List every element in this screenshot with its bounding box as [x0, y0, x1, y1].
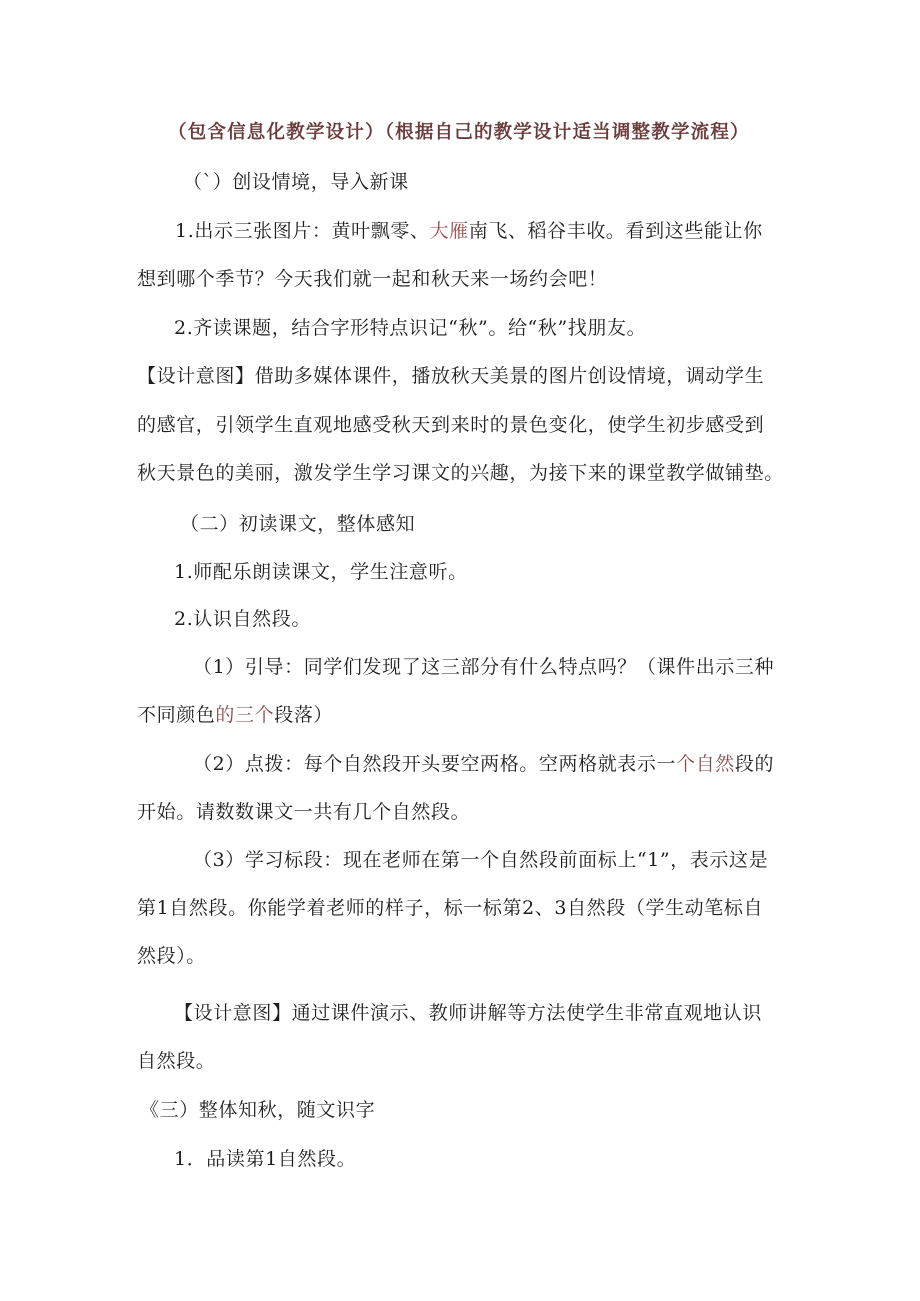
section1-item2: 2.齐读课题，结合字形特点识记“秋”。给“秋”找朋友。 — [174, 317, 647, 339]
section2-item2: 2.认识自然段。 — [174, 608, 311, 630]
highlighted-text: 的三个 — [215, 704, 275, 726]
section1-item1-line2: 想到哪个季节？今天我们就一起和秋天来一场约会吧！ — [137, 268, 608, 290]
text-segment: 段落） — [274, 704, 334, 726]
section2-intent-line1: 【设计意图】通过课件演示、教师讲解等方法使学生非常直观地认识 — [174, 1002, 763, 1024]
text-segment: 南飞、稻谷丰收。看到这些能让你 — [468, 220, 763, 242]
highlighted-text: 大雁 — [429, 220, 469, 242]
section2-sub3-line1: （3）学习标段：现在老师在第一个自然段前面标上“1”，表示这是 — [193, 849, 769, 871]
text-segment: 1.出示三张图片：黄叶飘零、 — [175, 220, 430, 242]
section1-intent-line3: 秋天景色的美丽，激发学生学习课文的兴趣，为接下来的课堂教学做铺垫。 — [137, 462, 784, 484]
section2-intent-line2: 自然段。 — [137, 1050, 216, 1072]
section3-item1: 1．品读第1自然段。 — [174, 1148, 357, 1170]
highlighted-text: 个自然 — [676, 753, 735, 775]
section3-heading: 《三）整体知秋，随文识字 — [140, 1099, 376, 1121]
section1-intent-line2: 的感官，引领学生直观地感受秋天到来时的景色变化，使学生初步感受到 — [137, 414, 765, 436]
section2-sub1-line2 — [137, 703, 333, 727]
text-segment: 不同颜色 — [137, 704, 216, 726]
section1-heading: （`）创设情境，导入新课 — [183, 171, 409, 193]
section2-sub2-line1 — [193, 752, 774, 776]
section2-sub3-line2: 第1自然段。你能学着老师的样子，标一标第2、3自然段（学生动笔标自 — [137, 897, 764, 919]
text-segment: （2）点拨：每个自然段开头要空两格。空两格就表示一 — [193, 753, 677, 775]
document-title: （包含信息化教学设计）（根据自己的教学设计适当调整教学流程） — [168, 122, 750, 143]
section2-sub3-line3: 然段）。 — [137, 945, 206, 967]
section2-heading: （二）初读课文，整体感知 — [180, 513, 416, 535]
section2-sub2-line2: 开始。请数数课文一共有几个自然段。 — [137, 801, 471, 823]
section1-intent-line1: 【设计意图】借助多媒体课件，播放秋天美景的图片创设情境，调动学生 — [137, 365, 765, 387]
section1-item1-line1 — [175, 219, 763, 243]
section2-item1: 1.师配乐朗读课文，学生注意听。 — [174, 561, 468, 583]
section2-sub1-line1: （1）引导：同学们发现了这三部分有什么特点吗？（课件出示三种 — [193, 656, 775, 678]
text-segment: 段的 — [734, 753, 775, 775]
